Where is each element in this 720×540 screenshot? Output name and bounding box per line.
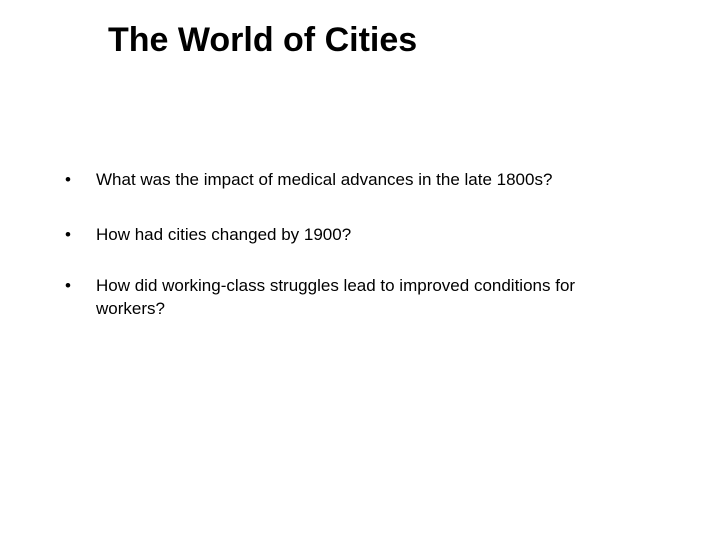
bullet-icon: • [65, 225, 71, 244]
bullet-list [62, 168, 622, 352]
bullet-icon: • [65, 170, 71, 189]
slide-title: The World of Cities [108, 21, 418, 59]
bullet-text: How had cities changed by 1900? [96, 225, 352, 244]
bullet-item [62, 223, 622, 246]
bullet-item [62, 274, 622, 320]
bullet-text: What was the impact of medical advances in the late 1800s? [96, 170, 553, 189]
bullet-item [62, 168, 622, 191]
bullet-text: How did working-class struggles lead to improved conditions for workers? [96, 276, 576, 318]
bullet-icon: • [65, 276, 71, 295]
